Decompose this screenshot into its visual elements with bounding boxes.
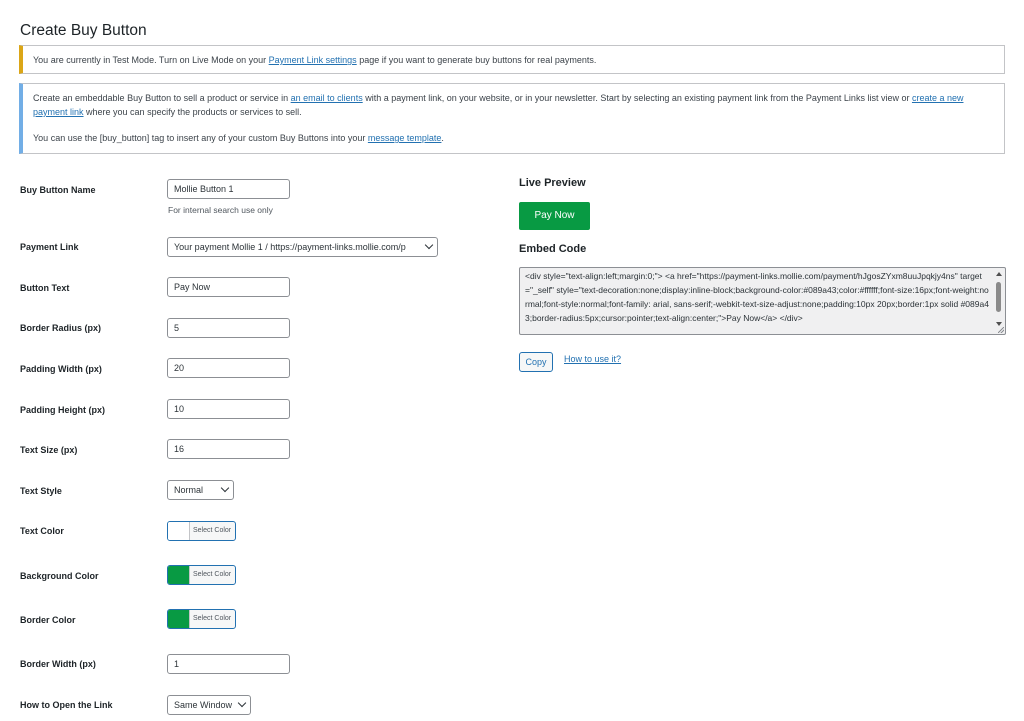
payment-link-label: Payment Link <box>20 242 79 252</box>
text-color-picker[interactable] <box>167 521 236 541</box>
chevron-down-icon <box>238 699 246 707</box>
buy-button-name-hint: For internal search use only <box>168 205 273 215</box>
pay-now-preview-button[interactable]: Pay Now <box>519 202 590 230</box>
info-notice <box>19 83 1005 154</box>
text-size-label: Text Size (px) <box>20 445 78 455</box>
chevron-down-icon <box>425 241 433 249</box>
open-link-selected: Same Window <box>174 700 233 710</box>
select-color-label: Select Color <box>193 527 232 534</box>
open-link-label: How to Open the Link <box>20 700 113 710</box>
scroll-down-icon[interactable] <box>996 322 1002 326</box>
text-style-label: Text Style <box>20 486 62 496</box>
live-preview-heading: Live Preview <box>519 177 586 189</box>
how-to-use-link[interactable]: How to use it? <box>564 354 622 364</box>
payment-link-select[interactable] <box>167 237 438 257</box>
background-color-label: Background Color <box>20 571 99 581</box>
button-text-label: Button Text <box>20 283 70 293</box>
select-color-label: Select Color <box>193 571 232 578</box>
text-size-input[interactable]: 16 <box>167 439 290 459</box>
border-color-picker[interactable] <box>167 609 236 629</box>
info-paragraph-2 <box>33 131 994 145</box>
page-title: Create Buy Button <box>20 22 147 40</box>
copy-button[interactable]: Copy <box>519 352 553 372</box>
text-style-select[interactable] <box>167 480 234 500</box>
select-color-label: Select Color <box>193 615 232 622</box>
payment-link-selected: Your payment Mollie 1 / https://payment-links.mollie.com/p <box>174 242 406 252</box>
resize-grip-icon[interactable] <box>998 327 1004 333</box>
border-width-input[interactable]: 1 <box>167 654 290 674</box>
embed-code-heading: Embed Code <box>519 243 587 255</box>
button-text-input[interactable]: Pay Now <box>167 277 290 297</box>
info-text: . <box>441 133 444 143</box>
info-text: You can use the [buy_button] tag to insert any of your custom Buy Buttons into your <box>33 133 368 143</box>
scrollbar[interactable] <box>993 269 1004 333</box>
border-width-label: Border Width (px) <box>20 659 96 669</box>
background-color-picker[interactable] <box>167 565 236 585</box>
embed-code-text: <div style="text-align:left;margin:0;"> <a href="https://payment-links.mollie.com/payment/hJgosZYxm8uuJpqkjy4ns" target="_self" style="text-decoration:none;display:inline-block;background-color:#089a43;color:#ffffff;font-size:16px;font-weight:normal;font-style:normal;font-family: arial, sans-serif;-webkit-text-size-adjust:none;padding:10px 20px;border:1px solid #089a43;border-radius:5px;cursor:pointer;text-align:center;">Pay Now</a> </div> <box>525 271 989 323</box>
info-text: Create an embeddable Buy Button to sell a product or service in <box>33 93 291 103</box>
chevron-down-icon <box>221 484 229 492</box>
scrollbar-thumb[interactable] <box>996 282 1001 312</box>
test-mode-text-after: page if you want to generate buy buttons for real payments. <box>356 55 597 65</box>
info-text: where you can specify the products or services to sell. <box>83 107 302 117</box>
open-link-select[interactable] <box>167 695 251 715</box>
info-text: with a payment link, on your website, or in your newsletter. Start by selecting an existing payment link from the Payment Links list view or <box>362 93 912 103</box>
background-color-swatch <box>168 566 190 584</box>
message-template-link[interactable]: message template <box>367 133 442 143</box>
padding-width-label: Padding Width (px) <box>20 364 102 374</box>
buy-button-name-input[interactable]: Mollie Button 1 <box>167 179 290 199</box>
test-mode-text-before: You are currently in Test Mode. Turn on Live Mode on your <box>33 55 269 65</box>
create-payment-link-link[interactable]: create a new payment link <box>33 93 964 117</box>
embed-code-textarea[interactable] <box>519 267 1006 335</box>
buy-button-name-label: Buy Button Name <box>20 185 96 195</box>
padding-height-label: Padding Height (px) <box>20 405 105 415</box>
text-color-swatch <box>168 522 190 540</box>
info-paragraph-1 <box>33 91 994 119</box>
border-radius-label: Border Radius (px) <box>20 323 102 333</box>
padding-height-input[interactable]: 10 <box>167 399 290 419</box>
text-color-label: Text Color <box>20 526 64 536</box>
scroll-up-icon[interactable] <box>996 272 1002 276</box>
padding-width-input[interactable]: 20 <box>167 358 290 378</box>
test-mode-notice <box>19 45 1005 74</box>
border-color-swatch <box>168 610 190 628</box>
border-color-label: Border Color <box>20 615 76 625</box>
text-style-selected: Normal <box>174 485 204 495</box>
email-clients-link[interactable]: an email to clients <box>290 93 363 103</box>
payment-link-settings-link[interactable]: Payment Link settings <box>268 55 357 65</box>
border-radius-input[interactable]: 5 <box>167 318 290 338</box>
